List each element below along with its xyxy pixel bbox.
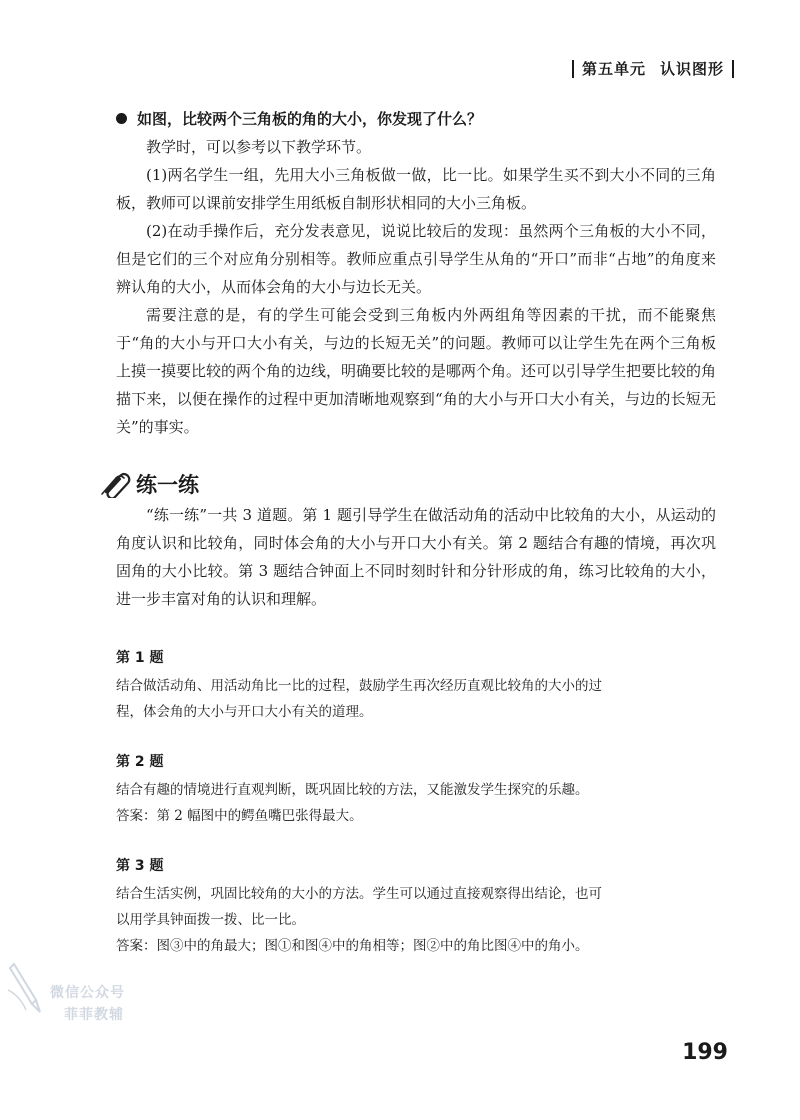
paragraph: (1)两名学生一组，先用大小三角板做一做，比一比。如果学生买不到大小不同的三角板，教师可以课前安排学生用纸板自制形状相同的大小三角板。 bbox=[116, 166, 716, 212]
running-header bbox=[564, 58, 742, 79]
exercise-line: 结合生活实例，巩固比较角的大小的方法。学生可以通过直接观察得出结论，也可 bbox=[116, 886, 602, 902]
paperclip-icon bbox=[100, 470, 134, 498]
exercise-line: 结合做活动角、用活动角比一比的过程，鼓励学生再次经历直观比较角的大小的过 bbox=[116, 678, 602, 694]
practice-section-heading bbox=[100, 469, 716, 499]
exercise-line: 程，体会角的大小与开口大小有关的道理。 bbox=[116, 704, 373, 720]
question-text: 如图，比较两个三角板的角的大小，你发现了什么？ bbox=[137, 110, 483, 128]
exercise-title: 第 3 题 bbox=[116, 858, 164, 874]
exercise-line: 结合有趣的情境进行直观判断，既巩固比较的方法，又能激发学生探究的乐趣。 bbox=[116, 782, 589, 798]
exercise-title: 第 1 题 bbox=[116, 650, 164, 666]
watermark-line-2: 菲菲教辅 bbox=[64, 1007, 124, 1023]
watermark-line-1: 微信公众号 bbox=[50, 985, 125, 1001]
watermark bbox=[6, 960, 156, 1030]
practice-title: 练一练 bbox=[136, 473, 199, 497]
header-divider-left bbox=[572, 60, 574, 78]
exercise-answer: 答案：第 2 幅图中的鳄鱼嘴巴张得最大。 bbox=[116, 808, 363, 824]
exercise-title: 第 2 题 bbox=[116, 754, 164, 770]
discussion-question bbox=[116, 108, 716, 129]
pen-icon bbox=[6, 960, 50, 1020]
header-divider-right bbox=[732, 60, 734, 78]
exercise-line: 以用学具钟面拨一拨、比一比。 bbox=[116, 912, 305, 928]
exercise-1 bbox=[116, 647, 716, 725]
practice-intro: “练一练”一共 3 道题。第 1 题引导学生在做活动角的活动中比较角的大小，从运动的角度认识和比较角，同时体会角的大小与开口大小有关。第 2 题结合有趣的情境，再次巩固角的大小比较。第 3 题结合钟面上不同时刻时针和分针形成的角，练习比较角的大小，进一步丰富对角的认识和理解。 bbox=[116, 506, 716, 608]
paragraph: 教学时，可以参考以下教学环节。 bbox=[146, 138, 372, 156]
header-unit: 第五单元 bbox=[581, 60, 646, 78]
paragraph: 需要注意的是，有的学生可能会受到三角板内外两组角等因素的干扰，而不能聚焦于“角的大小与开口大小有关，与边的长短无关”的问题。教师可以让学生先在两个三角板上摸一摸要比较的两个角的边线，明确要比较的是哪两个角。还可以引导学生把要比较的角描下来，以便在操作的过程中更加清晰地观察到“角的大小与开口大小有关，与边的长短无关”的事实。 bbox=[116, 306, 717, 436]
bullet-icon bbox=[116, 113, 127, 124]
page-content bbox=[116, 108, 716, 959]
exercise-answer: 答案：图③中的角最大；图①和图④中的角相等；图②中的角比图④中的角小。 bbox=[116, 938, 589, 954]
header-topic: 认识图形 bbox=[659, 60, 724, 78]
paragraph: (2)在动手操作后，充分发表意见，说说比较后的发现：虽然两个三角板的大小不同，但是它们的三个对应角分别相等。教师应重点引导学生从角的“开口”而非“占地”的角度来辨认角的大小，从而体会角的大小与边长无关。 bbox=[116, 222, 716, 296]
exercise-3 bbox=[116, 855, 716, 959]
exercise-2 bbox=[116, 751, 716, 829]
page-number: 199 bbox=[682, 1040, 728, 1065]
